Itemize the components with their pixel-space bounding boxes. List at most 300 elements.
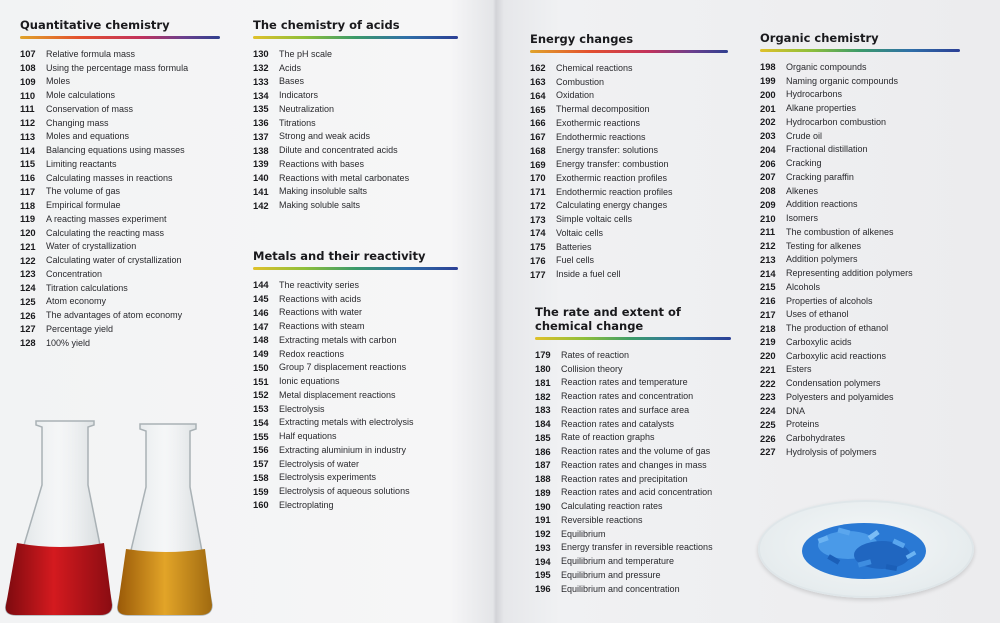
page-number: 196 [535,583,551,595]
toc-entry [253,457,458,471]
topic-label: Extracting metals with electrolysis [279,417,414,428]
topic-label: Metal displacement reactions [279,389,396,400]
toc-entry [253,61,458,75]
toc-entry [20,102,220,116]
toc-entry [760,266,960,280]
topic-label: Reaction rates and surface area [561,404,690,415]
toc-entry [760,418,960,432]
page-number: 126 [20,309,36,321]
page-number: 122 [20,254,36,266]
topic-label: DNA [786,405,806,416]
toc-entry [253,484,458,498]
page-number: 212 [760,240,776,252]
toc-entry [20,171,220,185]
topic-label: Reactions with acids [279,293,362,304]
topic-label: Neutralization [279,103,335,114]
page-number: 123 [20,268,36,280]
page-number: 183 [535,404,551,416]
page-number: 124 [20,282,36,294]
toc-entry [253,443,458,457]
topic-label: Electrolysis of aqueous solutions [279,486,410,497]
page-number: 181 [535,376,551,388]
page-number: 200 [760,88,776,100]
topic-label: Reaction rates and the volume of gas [561,446,711,457]
section-title: The chemistry of acids [253,18,400,32]
section-divider [253,36,458,39]
topic-label: Limiting reactants [46,158,117,169]
section-divider [253,267,458,270]
topic-label: Electroplating [279,499,334,510]
toc-entry [760,349,960,363]
toc-entry [253,306,458,320]
toc-entry [20,308,220,322]
topic-label: Reaction rates and acid concentration [561,487,713,498]
page-number: 223 [760,391,776,403]
toc-entry [760,211,960,225]
topic-label: Cracking paraffin [786,171,854,182]
toc-entry [20,130,220,144]
page-number: 218 [760,322,776,334]
topic-label: 100% yield [46,337,91,348]
topic-label: Polyesters and polyamides [786,391,894,402]
page-number: 192 [535,528,551,540]
page-number: 120 [20,227,36,239]
section-divider [760,49,960,52]
topic-label: Carboxylic acid reactions [786,350,887,361]
topic-label: Redox reactions [279,348,345,359]
toc-entry [760,335,960,349]
topic-label: Collision theory [561,363,623,374]
page-number: 110 [20,89,36,101]
page-number: 150 [253,361,269,373]
toc-entry [760,239,960,253]
toc-entry [530,226,728,240]
toc-entry [530,212,728,226]
page-number: 114 [20,144,36,156]
toc-entry [760,253,960,267]
page-number: 149 [253,348,269,360]
toc-entry [20,322,220,336]
toc-entry [253,361,458,375]
page-number: 169 [530,158,546,170]
page-number: 175 [530,241,546,253]
page-number: 213 [760,253,776,265]
toc-entry [20,295,220,309]
toc-entry [530,199,728,213]
toc-entry [760,170,960,184]
toc-entry [530,116,728,130]
page-number: 215 [760,281,776,293]
section-organic-chemistry [760,31,960,459]
topic-label: Changing mass [46,117,109,128]
toc-entry [760,101,960,115]
toc-entry [760,88,960,102]
topic-label: Combustion [556,76,605,87]
topic-label: The pH scale [279,48,333,59]
page-number: 226 [760,432,776,444]
toc-entry [20,212,220,226]
page-number: 141 [253,185,269,197]
toc-entry [530,89,728,103]
toc-entry [535,362,731,376]
topic-label: Dilute and concentrated acids [279,145,398,156]
toc-entry [253,333,458,347]
page-number: 182 [535,390,551,402]
page-number: 191 [535,514,551,526]
page-number: 187 [535,459,551,471]
page-number: 155 [253,430,269,442]
page-number: 174 [530,227,546,239]
toc-entry [535,444,731,458]
topic-label: Half equations [279,431,337,442]
page-number: 177 [530,268,546,280]
topic-label: Reaction rates and changes in mass [561,459,707,470]
toc-entry [760,321,960,335]
toc-entry [253,143,458,157]
topic-label: Batteries [556,241,592,252]
topic-label: Hydrocarbons [786,89,843,100]
topic-label: Electrolysis [279,403,325,414]
toc-entry [253,429,458,443]
toc-list [20,47,220,350]
topic-label: Atom economy [46,296,107,307]
topic-label: Making insoluble salts [279,186,368,197]
page-number: 207 [760,171,776,183]
page-number: 142 [253,199,269,211]
page-number: 209 [760,198,776,210]
topic-label: Fuel cells [556,255,595,266]
toc-entry [530,75,728,89]
page-number: 210 [760,212,776,224]
toc-entry [760,376,960,390]
topic-label: Voltaic cells [556,227,604,238]
red-flask [6,421,112,615]
section-chemistry-of-acids [253,18,458,212]
toc-entry [20,88,220,102]
topic-label: Calculating the reacting mass [46,227,165,238]
topic-label: Carboxylic acids [786,336,852,347]
page-number: 221 [760,363,776,375]
page-number: 147 [253,320,269,332]
topic-label: Thermal decomposition [556,104,650,115]
topic-label: Reactions with bases [279,158,365,169]
page-number: 206 [760,157,776,169]
topic-label: Ionic equations [279,376,340,387]
toc-entry [530,130,728,144]
topic-label: Fractional distillation [786,144,868,155]
topic-label: Acids [279,62,302,73]
toc-entry [253,116,458,130]
toc-entry [20,61,220,75]
toc-entry [253,402,458,416]
topic-label: Calculating energy changes [556,200,668,211]
toc-entry [20,267,220,281]
page-number: 163 [530,76,546,88]
page-number: 162 [530,62,546,74]
topic-label: Water of crystallization [46,241,137,252]
topic-label: The combustion of alkenes [786,226,894,237]
topic-label: Esters [786,364,812,375]
page-number: 211 [760,226,776,238]
page-number: 186 [535,445,551,457]
page-number: 133 [253,75,269,87]
topic-label: Inside a fuel cell [556,269,621,280]
topic-label: Conservation of mass [46,103,134,114]
topic-label: Simple voltaic cells [556,214,633,225]
toc-entry [535,582,731,596]
toc-entry [253,75,458,89]
page-number: 190 [535,500,551,512]
toc-list [530,61,728,281]
toc-entry [760,308,960,322]
toc-entry [760,294,960,308]
section-metals-reactivity [253,249,458,512]
topic-label: Electrolysis experiments [279,472,377,483]
toc-entry [253,374,458,388]
page-number: 130 [253,48,269,60]
page-number: 227 [760,446,776,458]
toc-entry [760,225,960,239]
topic-label: Endothermic reactions [556,131,646,142]
page-number: 139 [253,158,269,170]
topic-label: Addition polymers [786,254,858,265]
topic-label: Balancing equations using masses [46,145,185,156]
topic-label: Equilibrium and temperature [561,556,675,567]
topic-label: Reactions with steam [279,321,365,332]
toc-entry [20,281,220,295]
topic-label: Energy transfer in reversible reactions [561,542,713,553]
page-number: 220 [760,350,776,362]
topic-label: Reactions with metal carbonates [279,172,410,183]
page-number: 176 [530,254,546,266]
topic-label: Hydrolysis of polymers [786,446,877,457]
toc-entry [530,157,728,171]
topic-label: Reactions with water [279,307,363,318]
page-number: 156 [253,444,269,456]
topic-label: Testing for alkenes [786,240,862,251]
topic-label: Organic compounds [786,61,867,72]
page-number: 132 [253,62,269,74]
toc-entry [253,498,458,512]
topic-label: Titration calculations [46,282,128,293]
page-number: 216 [760,295,776,307]
section-divider [535,337,731,340]
toc-entry [530,267,728,281]
toc-entry [535,541,731,555]
toc-entry [535,403,731,417]
page-number: 112 [20,117,36,129]
page-number: 170 [530,172,546,184]
page-number: 219 [760,336,776,348]
toc-entry [20,47,220,61]
page-number: 164 [530,89,546,101]
toc-entry [535,431,731,445]
toc-entry [20,198,220,212]
page-number: 204 [760,143,776,155]
toc-entry [253,171,458,185]
toc-entry [530,61,728,75]
topic-label: Addition reactions [786,199,858,210]
topic-label: Reversible reactions [561,514,643,525]
page-number: 184 [535,418,551,430]
topic-label: Carbohydrates [786,433,846,444]
section-title: Organic chemistry [760,31,879,45]
page-number: 193 [535,541,551,553]
toc-entry [535,389,731,403]
toc-entry [760,390,960,404]
page-number: 153 [253,403,269,415]
toc-list [253,47,458,212]
topic-label: A reacting masses experiment [46,213,167,224]
topic-label: Naming organic compounds [786,75,899,86]
topic-label: Percentage yield [46,323,114,334]
page-number: 194 [535,555,551,567]
page-number: 202 [760,116,776,128]
toc-entry [253,319,458,333]
page-number: 214 [760,267,776,279]
topic-label: Exothermic reactions [556,117,641,128]
toc-entry [535,458,731,472]
topic-label: Calculating water of crystallization [46,255,182,266]
toc-entry [535,472,731,486]
toc-entry [760,280,960,294]
page-number: 180 [535,363,551,375]
topic-label: Alkane properties [786,103,857,114]
topic-label: Indicators [279,90,319,101]
toc-entry [20,157,220,171]
page-number: 125 [20,295,36,307]
toc-entry [535,513,731,527]
page-number: 127 [20,323,36,335]
section-title: Metals and their reactivity [253,249,426,263]
toc-list [760,60,960,459]
topic-label: Proteins [786,419,820,430]
section-title: Quantitative chemistry [20,18,170,32]
toc-entry [760,74,960,88]
toc-entry [530,171,728,185]
section-energy-changes [530,32,728,281]
toc-entry [253,347,458,361]
toc-entry [760,115,960,129]
toc-entry [530,144,728,158]
page-number: 111 [20,103,35,115]
page-number: 134 [253,89,269,101]
topic-label: Isomers [786,213,819,224]
toc-entry [535,527,731,541]
topic-label: Electrolysis of water [279,458,360,469]
toc-entry [535,348,731,362]
page-number: 116 [20,172,36,184]
page-number: 188 [535,473,551,485]
toc-entry [253,88,458,102]
topic-label: Crude oil [786,130,823,141]
topic-label: Making soluble salts [279,200,361,211]
page-number: 113 [20,130,36,142]
toc-entry [253,416,458,430]
toc-entry [760,445,960,459]
toc-entry [760,60,960,74]
page-number: 151 [253,375,269,387]
toc-entry [253,388,458,402]
toc-entry [20,226,220,240]
toc-entry [535,376,731,390]
topic-label: Energy transfer: solutions [556,145,659,156]
toc-list [253,278,458,512]
topic-label: Alkenes [786,185,819,196]
topic-label: Empirical formulae [46,200,121,211]
topic-label: Concentration [46,268,103,279]
page-number: 217 [760,308,776,320]
page-number: 189 [535,486,551,498]
page-number: 136 [253,117,269,129]
topic-label: Equilibrium [561,528,606,539]
page-number: 160 [253,499,269,511]
page-number: 138 [253,144,269,156]
topic-label: Reaction rates and catalysts [561,418,675,429]
section-title: Energy changes [530,32,634,46]
topic-label: Chemical reactions [556,62,633,73]
topic-label: Condensation polymers [786,378,881,389]
toc-entry [20,75,220,89]
toc-entry [530,185,728,199]
topic-label: Properties of alcohols [786,295,873,306]
toc-entry [253,198,458,212]
toc-entry [20,336,220,350]
page-number: 148 [253,334,269,346]
toc-entry [760,363,960,377]
topic-label: Strong and weak acids [279,131,371,142]
topic-label: Energy transfer: combustion [556,159,669,170]
toc-entry [253,471,458,485]
page-number: 224 [760,405,776,417]
topic-label: Alcohols [786,281,821,292]
topic-label: Cracking [786,158,822,169]
toc-entry [760,184,960,198]
page-number: 157 [253,458,269,470]
page-number: 165 [530,103,546,115]
toc-entry [253,157,458,171]
page-number: 158 [253,471,269,483]
topic-label: Exothermic reaction profiles [556,172,668,183]
page-number: 208 [760,185,776,197]
topic-label: Group 7 displacement reactions [279,362,407,373]
topic-label: Extracting metals with carbon [279,334,397,345]
topic-label: Equilibrium and pressure [561,569,661,580]
page-number: 159 [253,485,269,497]
toc-entry [20,253,220,267]
conical-flasks-image [0,415,222,623]
topic-label: Uses of ethanol [786,309,849,320]
toc-entry [20,185,220,199]
page-number: 121 [20,240,36,252]
page-number: 137 [253,130,269,142]
toc-entry [535,554,731,568]
topic-label: Titrations [279,117,316,128]
toc-entry [535,568,731,582]
toc-entry [253,278,458,292]
page-number: 135 [253,103,269,115]
page-number: 171 [530,186,546,198]
section-rate-extent [535,305,731,596]
page-number: 199 [760,75,776,87]
page-number: 195 [535,569,551,581]
page-number: 222 [760,377,776,389]
topic-label: Using the percentage mass formula [46,62,189,73]
toc-entry [760,404,960,418]
topic-label: The volume of gas [46,186,121,197]
toc-entry [760,156,960,170]
toc-entry [760,129,960,143]
